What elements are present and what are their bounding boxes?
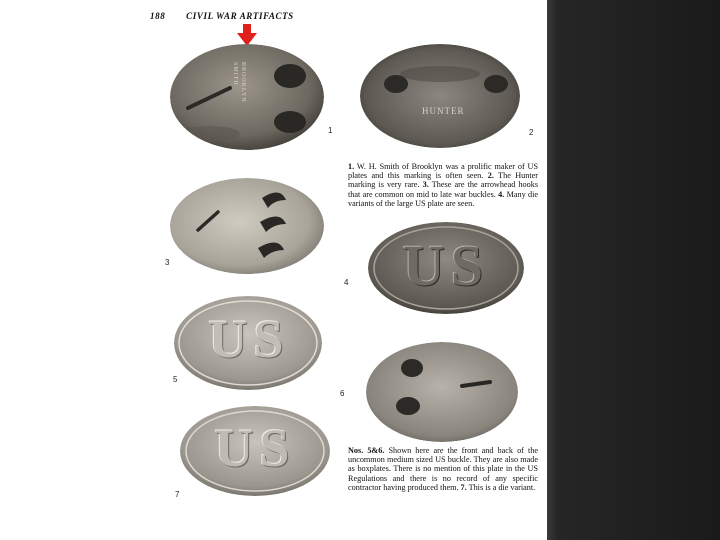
plate-5-letters: US (208, 309, 290, 369)
plate-number: 1 (328, 126, 333, 135)
caption-ref: 4. (498, 189, 505, 199)
page-number: 188 (150, 11, 166, 21)
caption-text: Many die variants of the large US plate are seen. (348, 189, 538, 208)
plate-number: 3 (165, 258, 170, 267)
stamp-line-2: BROOKLYN (240, 62, 246, 103)
plate-1-stamp (232, 62, 254, 132)
plate-4-letters: US (402, 233, 490, 298)
stamp-line-1: SMITH (232, 62, 238, 86)
plate-6-medium-us-back (366, 342, 518, 442)
plate-number: 4 (344, 278, 349, 287)
plate-2-hunter (360, 44, 520, 148)
book-title: CIVIL WAR ARTIFACTS (186, 11, 294, 21)
caption-ref: 7. (460, 482, 467, 492)
caption-ref: 1. (348, 162, 355, 171)
plate-number: 5 (173, 375, 178, 384)
caption-ref: Nos. 5&6. (348, 446, 385, 455)
caption-bottom (348, 446, 538, 492)
plate-3-arrowhead-hooks (170, 178, 324, 274)
caption-text: W. H. Smith of Brooklyn was a prolific maker of US plates and this marking is often seen. (348, 162, 538, 181)
book-spine-shadow (547, 0, 720, 540)
plate-2-stamp: HUNTER (422, 106, 465, 116)
caption-text: Shown here are the front and back of the uncommon medium sized US buckle. They are also made as boxplates. There is no mention of this plate in the US Regulations and there is no record of any specific contractor having produced them. (348, 446, 538, 492)
caption-ref: 2. (487, 171, 494, 181)
plate-number: 7 (175, 490, 180, 499)
caption-ref: 3. (422, 180, 429, 190)
plate-number: 6 (340, 389, 345, 398)
plate-7-letters: US (214, 418, 296, 478)
red-arrow-icon (237, 24, 257, 46)
plate-number: 2 (529, 128, 534, 137)
caption-text: The Hunter marking is very rare. (348, 171, 538, 190)
caption-text: This is a die variant. (466, 482, 536, 492)
caption-text: These are the arrowhead hooks that are common on mid to late war buckles. (348, 180, 539, 199)
running-header (150, 11, 294, 21)
caption-top (348, 162, 538, 208)
